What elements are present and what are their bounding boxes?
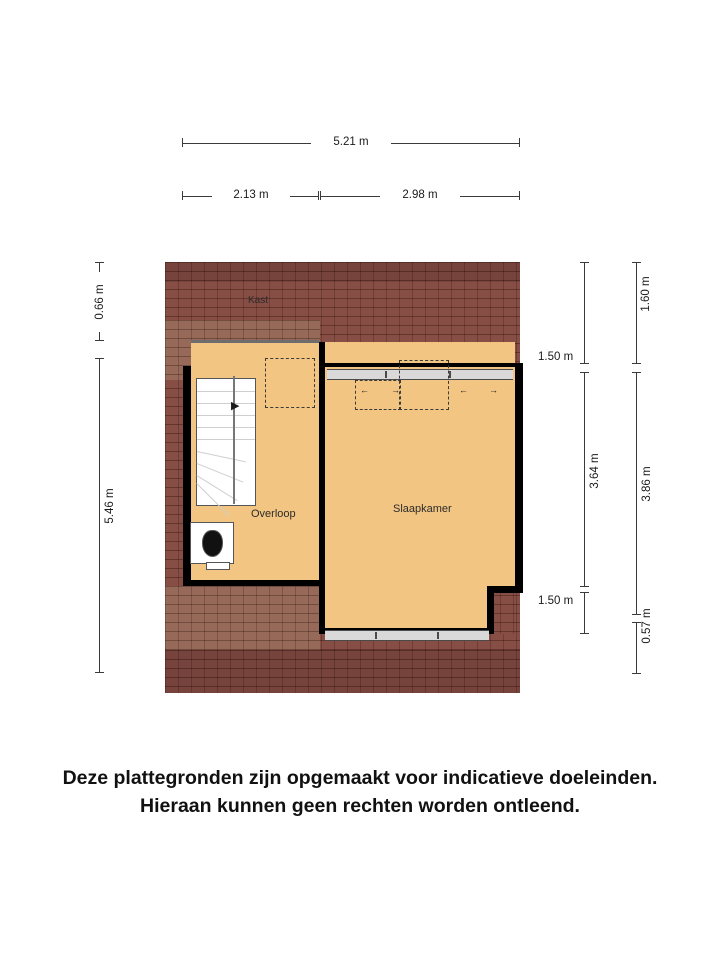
dimension-tick [580, 372, 589, 373]
floorplan-diagram: 5.21 m 2.13 m 2.98 m 0.66 m 5.46 m 1.50 m 3.64 m 1.50 m 1.60 m 3.86 m 0.57 m Kast Overloop Slaapkamer ← → ← → ▶ [0, 0, 720, 960]
disclaimer-line-1: Deze plattegronden zijn opgemaakt voor indicatieve doeleinden. [62, 767, 658, 789]
closet-outline-right [399, 360, 449, 410]
toilet-fixture [190, 522, 234, 564]
stair-direction-arrow: ▶ [231, 400, 240, 412]
disclaimer-line-2: Hieraan kunnen geen rechten worden ontleend. [140, 795, 580, 817]
dimension-tick [632, 614, 641, 615]
window-mullion [449, 371, 451, 378]
disclaimer [0, 764, 720, 820]
dimension-label-outer-right-middle: 3.86 m [641, 454, 653, 514]
window-mullion [385, 371, 387, 378]
dimension-tick [95, 672, 104, 673]
dimension-tick [182, 138, 183, 147]
dimension-label-inner-right-upper: 1.50 m [538, 351, 574, 363]
dimension-tick [632, 363, 641, 364]
wall-partition-center [319, 342, 325, 634]
roof-band-bottom [165, 650, 520, 693]
dimension-tick [519, 191, 520, 200]
roof-band-top [165, 262, 520, 282]
dimension-label-top-left: 2.13 m [212, 189, 290, 201]
dimension-label-left-upper: 0.66 m [94, 272, 106, 332]
dimension-label-inner-right-middle: 3.64 m [589, 441, 601, 501]
dimension-line-left-overall [99, 358, 100, 673]
dimension-tick [632, 262, 641, 263]
closet-label-left: Kast [248, 295, 269, 306]
dimension-tick [95, 358, 104, 359]
dimension-tick [580, 592, 589, 593]
dimension-line-outer-right-middle [636, 372, 637, 615]
dimension-tick [95, 262, 104, 263]
dimension-label-outer-right-lower: 0.57 m [641, 596, 653, 656]
dimension-line-inner-right-middle [584, 372, 585, 587]
dimension-tick [632, 622, 641, 623]
dimension-line-outer-right-lower [636, 622, 637, 674]
dimension-tick [95, 340, 104, 341]
room-label-overloop: Overloop [251, 508, 296, 520]
dimension-tick [182, 191, 183, 200]
dimension-tick [580, 363, 589, 364]
wall-kast-left-front [191, 340, 319, 343]
toilet-cistern [206, 562, 230, 570]
dimension-label-left-overall: 5.46 m [104, 476, 116, 536]
stair-rail [233, 376, 235, 504]
dimension-tick [580, 586, 589, 587]
dimension-label-inner-right-lower: 1.50 m [538, 595, 574, 607]
dimension-tick [632, 673, 641, 674]
dimension-tick [519, 138, 520, 147]
roof-band-lower-left [165, 586, 320, 650]
dimension-tick [580, 633, 589, 634]
dimension-label-top-right: 2.98 m [380, 189, 460, 201]
dimension-line-outer-right-upper [636, 262, 637, 364]
window-slaapkamer-bottom [325, 630, 489, 641]
dimension-line-inner-right-upper [584, 262, 585, 364]
wall-overloop-top-corner [183, 366, 191, 372]
wall-right-exterior-upper [515, 363, 523, 588]
window-mullion [437, 632, 439, 639]
wall-overloop-bottom [183, 580, 319, 586]
closet-outline-left [265, 358, 315, 408]
staircase [196, 378, 256, 506]
dimension-label-top-overall: 5.21 m [311, 136, 391, 148]
dimension-label-outer-right-upper: 1.60 m [640, 264, 652, 324]
dimension-tick [320, 191, 321, 200]
dimension-tick [318, 191, 319, 200]
dimension-tick [580, 262, 589, 263]
window-mullion [375, 632, 377, 639]
dimension-line-inner-right-lower [584, 592, 585, 634]
wall-right-notch-vertical [487, 586, 494, 634]
dimension-tick [632, 372, 641, 373]
room-label-slaapkamer: Slaapkamer [393, 503, 452, 515]
